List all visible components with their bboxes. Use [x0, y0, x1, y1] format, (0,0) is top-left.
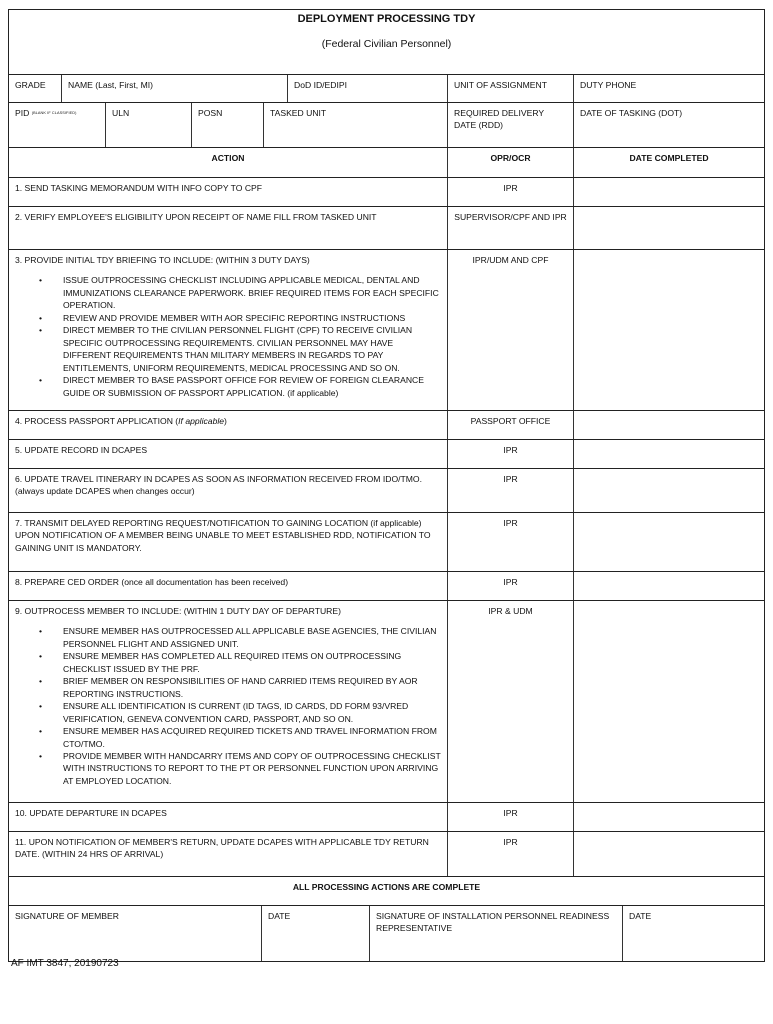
unit-of-assignment-field[interactable]: UNIT OF ASSIGNMENT: [447, 75, 573, 102]
list-item: • ENSURE MEMBER HAS COMPLETED ALL REQUIRED ITEMS ON OUTPROCESSING CHECKLIST ISSUED BY THE PRF.: [63, 650, 441, 675]
table-row: [9, 802, 764, 831]
date-completed-field[interactable]: [573, 803, 764, 831]
completion-banner-row: [9, 876, 764, 905]
pid-note: (BLANK IF CLASSIFIED): [31, 110, 77, 115]
duty-phone-field[interactable]: DUTY PHONE: [573, 75, 764, 102]
date-completed-field[interactable]: [573, 207, 764, 249]
action-text: 1. SEND TASKING MEMORANDUM WITH INFO COPY TO CPF: [15, 183, 263, 193]
date-completed-field[interactable]: [573, 572, 764, 600]
table-row: [9, 177, 764, 206]
member-date-field[interactable]: DATE: [261, 906, 369, 961]
action-text-italic: If applicable: [178, 416, 225, 426]
rdd-field[interactable]: REQUIRED DELIVERY DATE (RDD): [447, 103, 573, 147]
table-row: [9, 831, 764, 876]
list-item: • REVIEW AND PROVIDE MEMBER WITH AOR SPECIFIC REPORTING INSTRUCTIONS: [63, 312, 441, 324]
opr-text: IPR: [447, 469, 573, 512]
form-subtitle: (Federal Civilian Personnel): [321, 38, 452, 50]
list-item: • BRIEF MEMBER ON RESPONSIBILITIES OF HAND CARRIED ITEMS REQUIRED BY AOR REPORTING INSTRUCTIONS.: [63, 675, 441, 700]
table-row: [9, 571, 764, 600]
action-text: 7. TRANSMIT DELAYED REPORTING REQUEST/NOTIFICATION TO GAINING LOCATION (if applicable) UPON NOTIFICATION OF A MEMBER BEING UNABLE TO MEET ESTABLISHED RDD, NOTIFICATION TO GAINING UNIT IS MANDATORY.: [15, 518, 431, 553]
date-completed-header: DATE COMPLETED: [573, 148, 764, 177]
action-header: ACTION: [211, 153, 245, 163]
posn-field[interactable]: POSN: [191, 103, 263, 147]
installation-signature-field[interactable]: SIGNATURE OF INSTALLATION PERSONNEL READINESS REPRESENTATIVE: [369, 906, 622, 961]
signature-row: [9, 905, 764, 961]
list-item: • ENSURE MEMBER HAS ACQUIRED REQUIRED TICKETS AND TRAVEL INFORMATION FROM CTO/TMO.: [63, 725, 441, 750]
name-field[interactable]: NAME (Last, First, MI): [61, 75, 287, 102]
installation-date-field[interactable]: DATE: [622, 906, 764, 961]
action-table-header: [9, 147, 764, 177]
action-text: 3. PROVIDE INITIAL TDY BRIEFING TO INCLUDE: (WITHIN 3 DUTY DAYS): [15, 255, 310, 265]
dodid-field[interactable]: DoD ID/EDIPI: [287, 75, 447, 102]
date-completed-field[interactable]: [573, 601, 764, 802]
table-row: [9, 439, 764, 468]
tasking-row: [9, 102, 764, 147]
opr-text: SUPERVISOR/CPF AND IPR: [447, 207, 573, 249]
pid-field[interactable]: [9, 103, 105, 147]
opr-text: IPR: [447, 832, 573, 876]
date-completed-field[interactable]: [573, 178, 764, 206]
date-completed-field[interactable]: [573, 513, 764, 571]
tasked-unit-field[interactable]: TASKED UNIT: [263, 103, 447, 147]
form-id: AF IMT 3847, 20190723: [11, 958, 119, 969]
table-row: [9, 410, 764, 439]
deployment-processing-form: [8, 9, 765, 962]
action-text: 6. UPDATE TRAVEL ITINERARY IN DCAPES AS SOON AS INFORMATION RECEIVED FROM IDO/TMO. (always update DCAPES when changes occur): [15, 474, 422, 497]
opr-text: IPR: [447, 803, 573, 831]
list-item: • ISSUE OUTPROCESSING CHECKLIST INCLUDING APPLICABLE MEDICAL, DENTAL AND IMMUNIZATIONS CLEARANCE PAPERWORK. BRIEF REQUIRED ITEMS FOR EACH SPECIFIC OPERATION.: [63, 274, 441, 311]
list-item: • ENSURE MEMBER HAS OUTPROCESSED ALL APPLICABLE BASE AGENCIES, THE CIVILIAN PERSONNEL FLIGHT AND ASSIGNED UNIT.: [63, 625, 441, 650]
member-signature-field[interactable]: SIGNATURE OF MEMBER: [15, 911, 119, 921]
opr-text: IPR/UDM AND CPF: [447, 250, 573, 410]
action-bullets: [15, 274, 441, 399]
table-row: [9, 249, 764, 410]
action-text: 11. UPON NOTIFICATION OF MEMBER'S RETURN, UPDATE DCAPES WITH APPLICABLE TDY RETURN DATE. (WITHIN 24 HRS OF ARRIVAL): [15, 837, 429, 860]
opr-header: OPR/OCR: [447, 148, 573, 177]
form-header: [9, 10, 764, 74]
pid-label: PID: [15, 108, 30, 118]
uln-field[interactable]: ULN: [105, 103, 191, 147]
opr-text: IPR: [447, 513, 573, 571]
action-text-tail: ): [224, 416, 227, 426]
action-cell: [9, 250, 447, 410]
action-text: 10. UPDATE DEPARTURE IN DCAPES: [15, 808, 167, 818]
opr-text: IPR & UDM: [447, 601, 573, 802]
action-text: 4. PROCESS PASSPORT APPLICATION (: [15, 416, 179, 426]
action-bullets: [15, 625, 441, 787]
dot-field[interactable]: DATE OF TASKING (DOT): [573, 103, 764, 147]
date-completed-field[interactable]: [573, 411, 764, 439]
opr-text: PASSPORT OFFICE: [447, 411, 573, 439]
opr-text: IPR: [447, 572, 573, 600]
list-item: • DIRECT MEMBER TO THE CIVILIAN PERSONNEL FLIGHT (CPF) TO RECEIVE CIVILIAN SPECIFIC OUTPROCESSING REQUIREMENTS. CIVILIAN PERSONNEL MAY HAVE DIFFERENT REQUIREMENTS THAN MILITARY MEMBERS IN REGARDS TO PAY ENTITLEMENTS, UNIFORM REQUIREMENTS, MEDICAL PROCESSING AND SO ON.: [63, 324, 441, 374]
opr-text: IPR: [447, 440, 573, 468]
action-text: 8. PREPARE CED ORDER (once all documentation has been received): [15, 577, 289, 587]
date-completed-field[interactable]: [573, 832, 764, 876]
table-row: [9, 512, 764, 571]
date-completed-field[interactable]: [573, 250, 764, 410]
completion-banner: ALL PROCESSING ACTIONS ARE COMPLETE: [292, 882, 481, 892]
identity-row: [9, 74, 764, 102]
list-item: • PROVIDE MEMBER WITH HANDCARRY ITEMS AND COPY OF OUTPROCESSING CHECKLIST WITH INSTRUCTIONS TO REPORT TO THE PT OR PERSONNEL FUNCTION UPON ARRIVING AT EMPLOYED LOCATION.: [63, 750, 441, 787]
date-completed-field[interactable]: [573, 469, 764, 512]
list-item: • DIRECT MEMBER TO BASE PASSPORT OFFICE FOR REVIEW OF FOREIGN CLEARANCE GUIDE OR SUBMISSION OF PASSPORT APPLICATION. (if applicable): [63, 374, 441, 399]
action-cell: [9, 601, 447, 802]
table-row: [9, 468, 764, 512]
action-text: 2. VERIFY EMPLOYEE'S ELIGIBILITY UPON RECEIPT OF NAME FILL FROM TASKED UNIT: [15, 212, 377, 222]
grade-field[interactable]: GRADE: [15, 80, 46, 90]
opr-text: IPR: [447, 178, 573, 206]
table-row: [9, 600, 764, 802]
date-completed-field[interactable]: [573, 440, 764, 468]
action-text: 9. OUTPROCESS MEMBER TO INCLUDE: (WITHIN 1 DUTY DAY OF DEPARTURE): [15, 606, 341, 616]
table-row: [9, 206, 764, 249]
action-text: 5. UPDATE RECORD IN DCAPES: [15, 445, 148, 455]
list-item: • ENSURE ALL IDENTIFICATION IS CURRENT (ID TAGS, ID CARDS, DD FORM 93/VRED VERIFICATION, GENEVA CONVENTION CARD, PASSPORT, AND SO ON.: [63, 700, 441, 725]
form-title: DEPLOYMENT PROCESSING TDY: [297, 13, 476, 25]
action-cell: [9, 411, 447, 439]
